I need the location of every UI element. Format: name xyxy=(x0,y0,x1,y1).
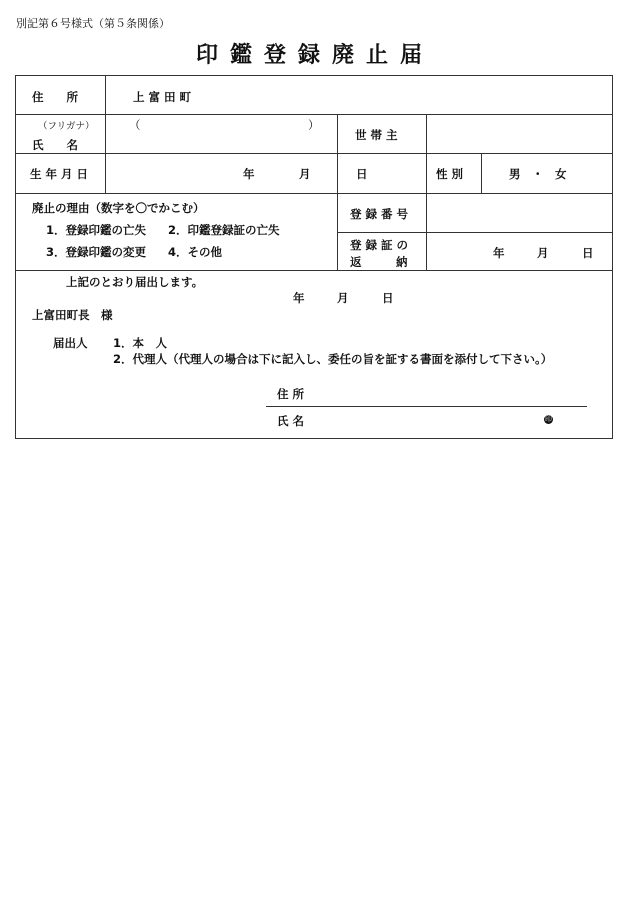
birth-day-unit: 日 xyxy=(356,167,368,181)
row-divider xyxy=(16,270,612,271)
gender-options[interactable]: 男 ・ 女 xyxy=(509,167,567,181)
registration-number-label: 登 録 番 号 xyxy=(350,207,409,221)
reason-option-lost-seal[interactable]: 1．登録印鑑の亡失 xyxy=(46,223,147,237)
name-label: 氏 名 xyxy=(32,138,78,152)
declaration-statement: 上記のとおり届出します。 xyxy=(66,275,204,289)
row-divider xyxy=(337,232,612,233)
signature-address-line xyxy=(266,406,587,407)
column-divider xyxy=(426,114,427,153)
certificate-return-label-2: 返 納 xyxy=(350,255,408,269)
addressee: 上富田町長 様 xyxy=(32,308,113,322)
applicant-option-self[interactable]: 1．本 人 xyxy=(113,336,168,350)
filing-day-unit: 日 xyxy=(382,291,394,305)
gender-label: 性 別 xyxy=(436,167,464,181)
filing-month-unit: 月 xyxy=(337,291,349,305)
signature-address-field[interactable] xyxy=(316,384,586,402)
column-divider xyxy=(337,114,338,193)
certificate-return-label: 登 録 証 の xyxy=(350,238,409,252)
furigana-label: （フリガナ） xyxy=(38,121,95,132)
birthdate-label: 生 年 月 日 xyxy=(30,167,89,181)
name-field[interactable] xyxy=(112,118,332,150)
applicant-option-proxy[interactable]: 2．代理人（代理人の場合は下に記入し、委任の旨を証する書面を添付して下さい。） xyxy=(113,352,553,366)
column-divider xyxy=(426,153,427,193)
reason-heading: 廃止の理由（数字を〇でかこむ） xyxy=(32,201,205,215)
form-title: 印鑑登録廃止届 xyxy=(195,43,434,68)
column-divider xyxy=(426,193,427,270)
signature-address-label: 住 所 xyxy=(277,387,305,401)
filing-year-unit: 年 xyxy=(293,291,305,305)
signature-name-field[interactable] xyxy=(316,410,536,428)
column-divider xyxy=(481,153,482,193)
return-day-unit: 日 xyxy=(582,246,594,260)
applicant-label: 届出人 xyxy=(53,336,88,350)
household-head-field[interactable] xyxy=(430,118,608,150)
column-divider xyxy=(105,76,106,193)
birth-year-unit: 年 xyxy=(243,167,255,181)
reason-option-other[interactable]: 4．その他 xyxy=(168,245,223,259)
seal-mark-icon: 印 xyxy=(545,415,552,423)
registration-number-field[interactable] xyxy=(430,197,608,229)
furigana-paren-open: （ xyxy=(129,118,141,132)
birth-month-unit: 月 xyxy=(299,167,311,181)
row-divider xyxy=(16,193,612,194)
form-number-note: 別記第６号様式（第５条関係） xyxy=(16,17,170,30)
address-field[interactable]: 上 富 田 町 xyxy=(133,90,192,104)
household-head-label: 世 帯 主 xyxy=(355,128,398,142)
address-label: 住 所 xyxy=(32,90,78,104)
column-divider xyxy=(337,193,338,270)
application-form-table xyxy=(15,75,613,439)
return-month-unit: 月 xyxy=(537,246,549,260)
signature-name-label: 氏 名 xyxy=(277,414,305,428)
furigana-paren-close: ） xyxy=(308,118,320,132)
reason-option-seal-change[interactable]: 3．登録印鑑の変更 xyxy=(46,245,147,259)
reason-option-lost-certificate[interactable]: 2．印鑑登録証の亡失 xyxy=(168,223,280,237)
return-year-unit: 年 xyxy=(493,246,505,260)
